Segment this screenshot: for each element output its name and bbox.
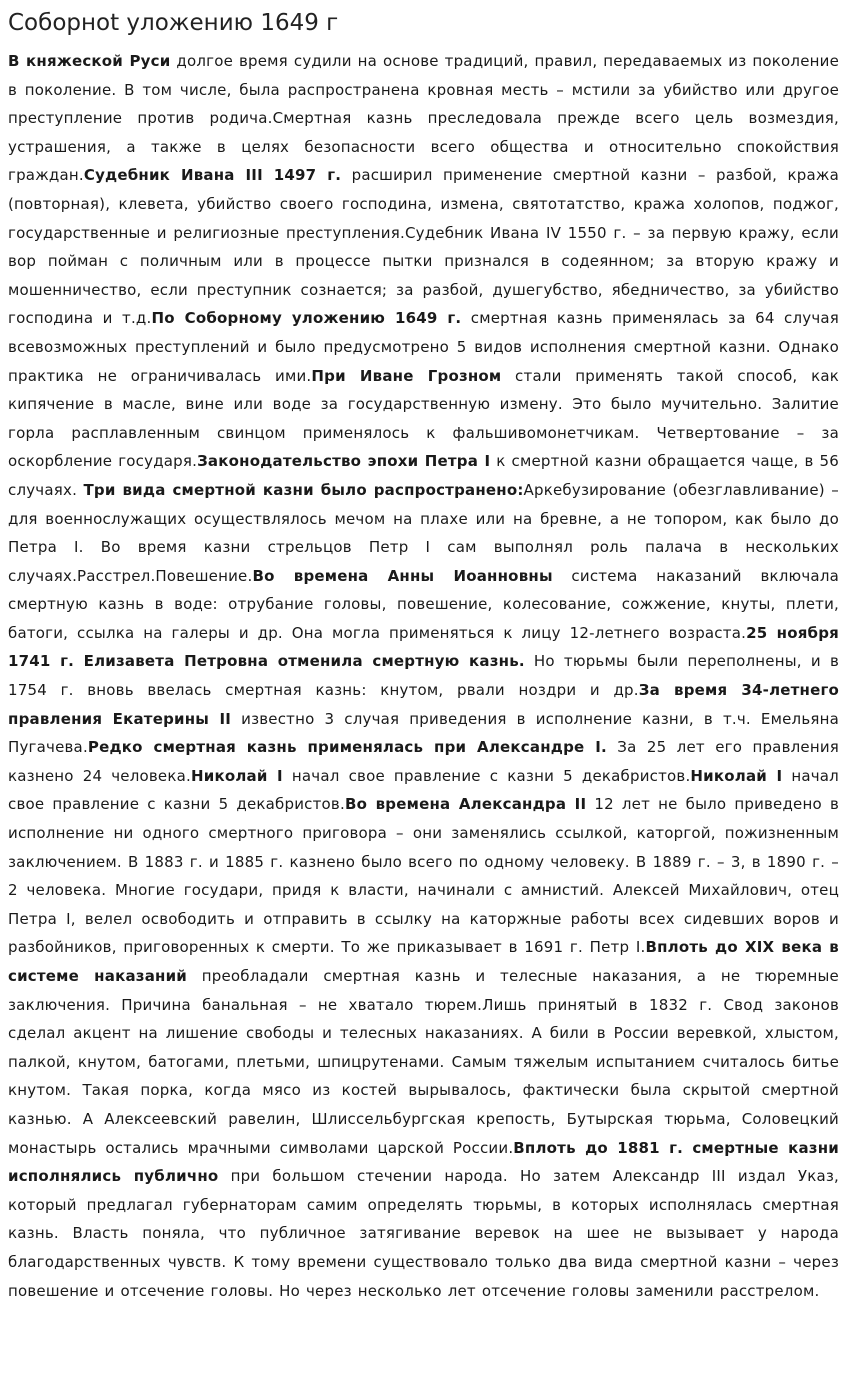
bold-text-run: Вплоть до XIX века в системе наказаний xyxy=(8,938,839,985)
page-title: Соборнot уложению 1649 г xyxy=(8,10,339,36)
bold-text-run: Во времена Александра II xyxy=(344,795,587,814)
text-run: долгое время судили на основе традиций, правил, передаваемых из поколение в поколение. В том числе, была распространена кровная месть – мстили за убийство или другое преступление против родича.Смертная казнь преследовала прежде всего цель возмездия, устрашения, а также в целях безопасности всего общества и относительно спокойствия граждан. xyxy=(8,52,840,185)
text-run: при большом стечении народа. Но затем Александр III издал Указ, который предлагал губернаторам самим определять тюрьмы, в которых исполнялась смертная казнь. Власть поняла, что публичное затягивание веревок на шее не вызывает у народа благодарственных чувств. К тому времени существовало только два вида смертной казни – через повешение и отсечение головы. Но через несколько лет отсечение головы заменили расстрелом. xyxy=(8,1167,839,1300)
text-run: 12 лет не было приведено в исполнение ни одного смертного приговора – они заменялись ссылкой, каторгой, пожизненным заключением. В 1883 г. и 1885 г. казнено было всего по одному человеку. В 1889 г. – 3, в 1890 г. – 2 человека. Многие государи, придя к власти, начинали с амнистий. Алексей Михайлович, отец Петра I, велел освободить и отправить в ссылку на каторжные работы всех сидевших воров и разбойников, приговоренных к смерти. То же приказывает в 1691 г. Петр I. xyxy=(8,795,839,957)
text-run: преобладали смертная казнь и телесные наказания, а не тюремные заключения. Причина банальная – не хватало тюрем.Лишь принятый в 1832 г. Свод законов сделал акцент на лишение свободы и телесных наказаниях. А били в России веревкой, хлыстом, палкой, кнутом, батогами, плетьми, шпицрутенами. Самым тяжелым испытанием считалось битье кнутом. Такая порка, когда мясо из костей вырывалось, фактически была скрытой смертной казнью. А Алексеевский равелин, Шлиссельбургская крепость, Бутырская тюрьма, Соловецкий монастырь остались мрачными символами царской России. xyxy=(8,967,839,1157)
bold-text-run: Вплоть до 1881 г. смертные казни исполнялись публично xyxy=(8,1138,839,1186)
bold-text-run: За время 34-летнего правления Екатерины II xyxy=(8,681,840,728)
bold-text-run: При Иване Грозном xyxy=(311,366,502,385)
text-run: известно 3 случая приведения в исполнение казни, в т.ч. Емельяна Пугачева. xyxy=(8,709,839,757)
bold-text-run: Судебник Ивана III 1497 г. xyxy=(83,166,342,185)
bold-text-run: По Соборному уложению 1649 г. xyxy=(151,309,462,328)
text-run: начал свое правление с казни 5 декабристов. xyxy=(282,766,691,785)
text-run: Аркебузирование (обезглавливание) – для военнослужащих осуществлялось мечом на плахе или на бревне, а не топором, как было до Петра I. Во время казни стрельцов Петр I сам выполнял роль палача в нескольких случаях.Расстрел.Повешение. xyxy=(8,480,839,585)
text-run: За 25 лет его правления казнено 24 человека. xyxy=(8,738,840,785)
bold-text-run: В княжеской Руси xyxy=(8,52,171,70)
bold-text-run: Три вида смертной казни было распространено: xyxy=(83,480,524,499)
text-run: стали применять такой способ, как кипячение в масле, вине или воде за государственную измену. Это было мучительно. Залитие горла расплавленным свинцом применялось к фальшивомонетчикам. Четвертование – за оскорбление государя. xyxy=(8,366,839,471)
article-body xyxy=(8,47,839,1305)
bold-text-run: Во времена Анны Иоанновны xyxy=(252,566,553,585)
bold-text-run: Николай I xyxy=(690,766,783,785)
text-run: к смертной казни обращается чаще, в 56 случаях. xyxy=(8,452,840,499)
text-run: система наказаний включала смертную казнь в воде: отрубание головы, повешение, колесование, сожжение, кнуты, плети, батоги, ссылка на галеры и др. Она могла применяться к лицу 12-летнего возраста. xyxy=(8,566,840,642)
bold-text-run: Редко смертная казнь применялась при Александре I. xyxy=(87,738,607,757)
text-run: начал свое правление с казни 5 декабристов. xyxy=(8,766,839,814)
bold-text-run: Законодательство эпохи Петра I xyxy=(197,452,491,471)
text-run: Но тюрьмы были переполнены, и в 1754 г. вновь ввелась смертная казнь: кнутом, рвали ноздри и др. xyxy=(8,652,839,700)
text-run: расширил применение смертной казни – разбой, кража (повторная), клевета, убийство своего господина, измена, святотатство, кража холопов, поджог, государственные и религиозные преступления.Судебник Ивана IV 1550 г. – за первую кражу, если вор пойман с поличным или в процессе пытки признался в содеянном; за вторую кражу и мошенничество, если преступник сознается; за разбой, душегубство, ябедничество, за убийство господина и т.д. xyxy=(8,166,839,328)
bold-text-run: 25 ноября 1741 г. Елизавета Петровна отменила смертную казнь. xyxy=(8,623,839,671)
bold-text-run: Николай I xyxy=(190,766,283,785)
text-run: смертная казнь применялась за 64 случая всевозможных преступлений и было предусмотрено 5 видов исполнения смертной казни. Однако практика не ограничивалась ими. xyxy=(8,309,839,385)
